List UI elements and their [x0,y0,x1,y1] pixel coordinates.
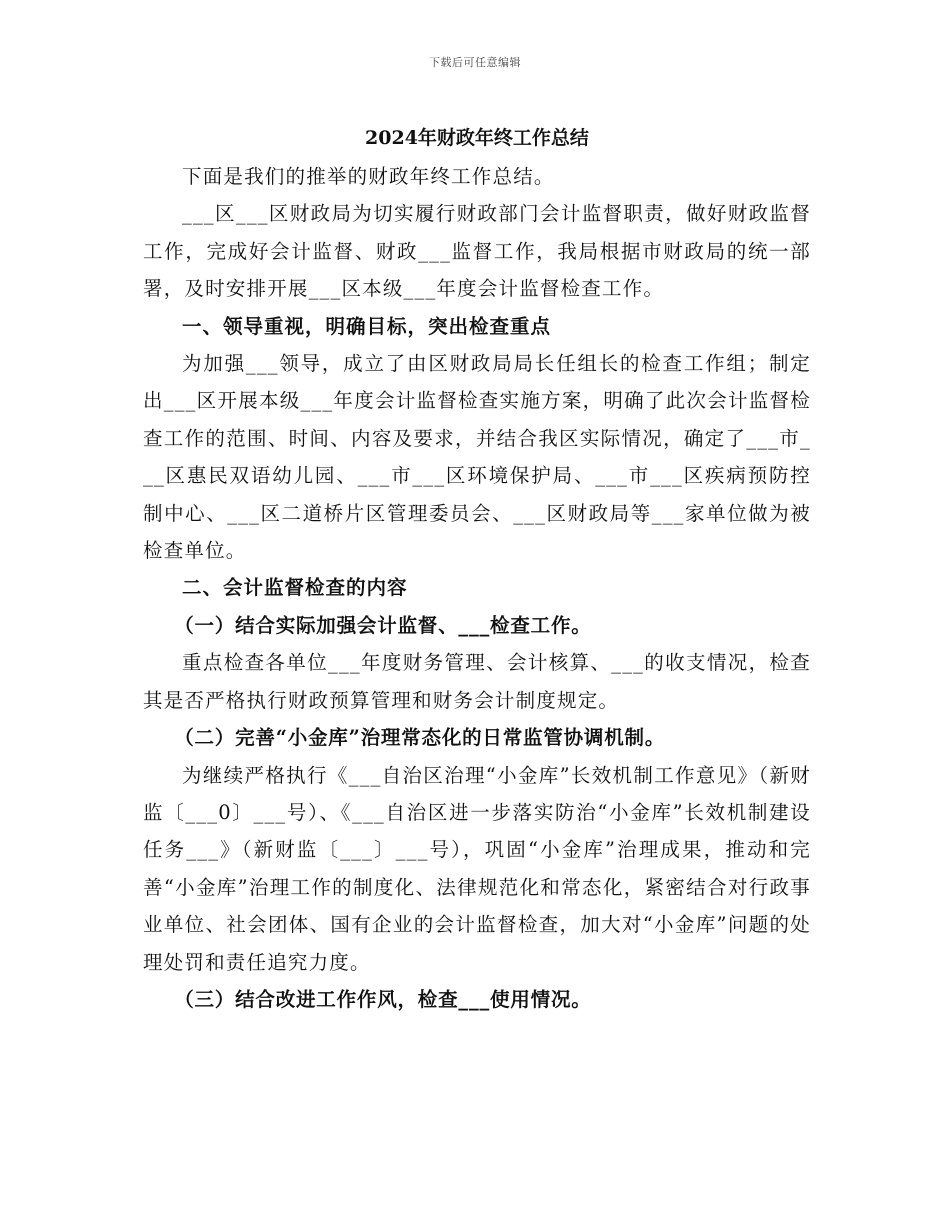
paragraph-3: 重点检查各单位___年度财务管理、会计核算、___的收支情况，检查其是否严格执行财政预算管理和财务会计制度规定。 [143,651,811,712]
section-2-heading: 二、会计监督检查的内容 [182,576,408,600]
document-title: 2024年财政年终工作总结 [365,127,589,149]
paragraph-1: ___区___区财政局为切实履行财政部门会计监督职责，做好财政监督工作，完成好会计监督、财政___监督工作，我局根据市财政局的统一部署，及时安排开展___区本级___年度会计监督检查工作。 [143,202,811,301]
paragraph-4: 为继续严格执行《___自治区治理“小金库”长效机制工作意见》（新财监〔___0〕___号）、《___自治区进一步落实防治“小金库”长效机制建设任务___》（新财监〔___〕___号），巩固“小金库”治理成果，推动和完善“小金库”治理工作的制度化、法律规范化和常态化，紧密结合对行政事业单位、社会团体、国有企业的会计监督检查，加大对“小金库”问题的处理处罚和责任追究力度。 [143,763,811,974]
subsection-2-heading: （二）完善“小金库”治理常态化的日常监管协调机制。 [174,726,666,750]
paragraph-2: 为加强___领导，成立了由区财政局局长任组长的检查工作组；制定出___区开展本级___年度会计监督检查实施方案，明确了此次会计监督检查工作的范围、时间、内容及要求，并结合我区实际情况，确定了___市___区惠民双语幼儿园、___市___区环境保护局、___市___区疾病预防控制中心、___区二道桥片区管理委员会、___区财政局等___家单位做为被检查单位。 [143,352,811,563]
document-body [143,120,811,1018]
subsection-3-heading: （三）结合改进工作作风，检查___使用情况。 [174,987,592,1011]
intro-paragraph: 下面是我们的推举的财政年终工作总结。 [182,165,555,188]
page-header-note: 下载后可任意编辑 [429,56,521,69]
section-1-heading: 一、领导重视，明确目标，突出检查重点 [182,314,552,338]
subsection-1-heading: （一）结合实际加强会计监督、___检查工作。 [174,613,592,637]
